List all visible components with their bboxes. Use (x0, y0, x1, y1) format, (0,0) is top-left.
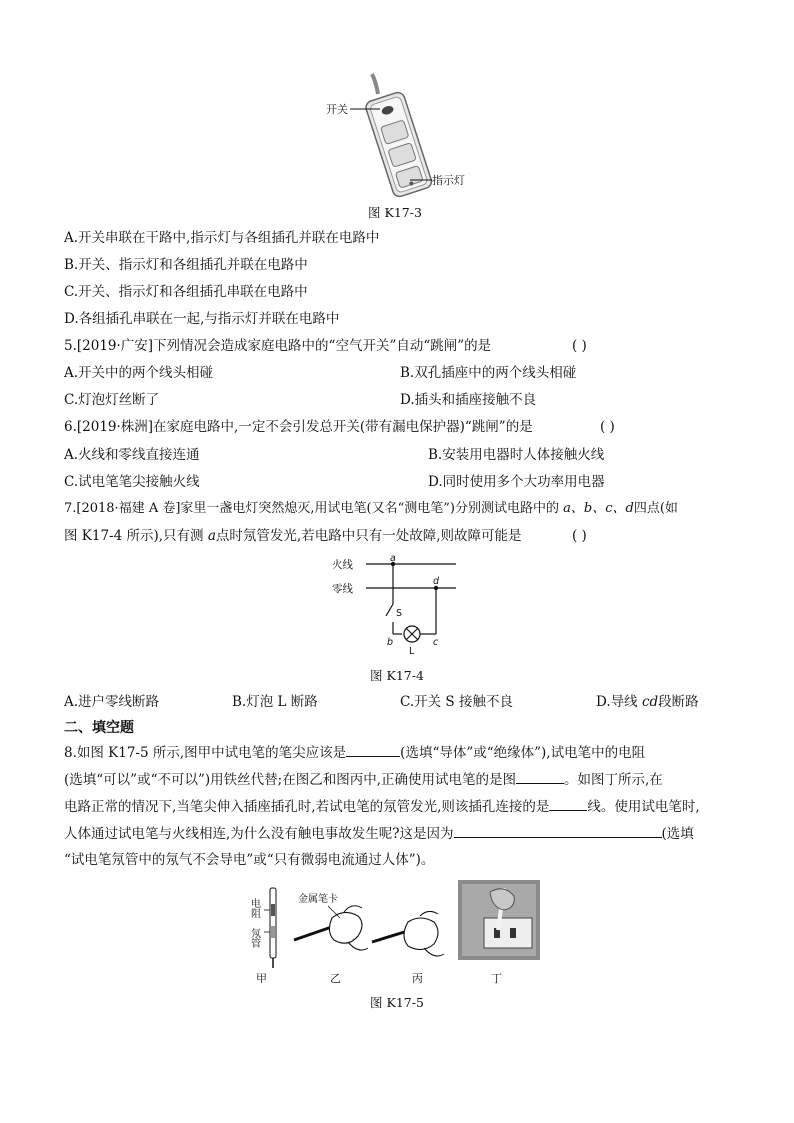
test-pen-figures (248, 878, 548, 990)
hand-holding-pen-yi (294, 892, 368, 950)
q7-line2-text-a: 图 K17-4 所示),只有测 (64, 528, 208, 544)
figure-k17-4-caption: 图 K17-4 (370, 668, 424, 683)
q4-option-a: A.开关串联在干路中,指示灯与各组插孔并联在电路中 (64, 230, 380, 246)
q8-line2 (64, 769, 663, 790)
q4-option-b: B.开关、指示灯和各组插孔并联在电路中 (64, 257, 308, 273)
label-neutral-wire: 零线 (332, 583, 353, 595)
q6-option-c: C.试电笔笔尖接触火线 (64, 474, 200, 490)
label-live-wire: 火线 (332, 559, 353, 571)
q5-option-b: B.双孔插座中的两个线头相碰 (400, 365, 577, 381)
q8-line4 (64, 823, 694, 844)
q8-l3-text-b: 线。使用试电笔时, (587, 799, 700, 815)
q7-option-c: C.开关 S 接触不良 (400, 694, 513, 710)
q8-l2-text-a: (选填“可以”或“不可以”)用铁丝代替;在图乙和图丙中,正确使用试电笔的是图 (64, 772, 516, 788)
q7-option-d-text-b: 段断路 (658, 694, 699, 710)
q4-option-c: C.开关、指示灯和各组插孔串联在电路中 (64, 284, 308, 300)
q8-blank-1 (346, 742, 400, 757)
lamp-l (404, 626, 420, 642)
q7-option-a: A.进户零线断路 (64, 694, 160, 710)
q8-line5: “试电笔氖管中的氖气不会导电”或“只有微弱电流通过人体”)。 (64, 852, 435, 868)
q7-line1-text-a: 7.[2018·福建 A 卷]家里一盏电灯突然熄灭,用试电笔(又名“测电笔”)分别测试电路中的 (64, 501, 564, 516)
label-indicator: 指示灯 (432, 174, 465, 187)
power-strip-image (320, 72, 480, 202)
q8-blank-4 (454, 823, 662, 838)
q5-stem: 5.[2019·广安]下列情况会造成家庭电路中的“空气开关”自动“跳闸”的是 (64, 338, 492, 354)
q8-l1-text-b: (选填“导体”或“绝缘体”),试电笔中的电阻 (400, 745, 646, 761)
q6-option-a: A.火线和零线直接连通 (64, 447, 200, 463)
q5-option-d: D.插头和插座接触不良 (400, 392, 537, 408)
q7-option-b: B.灯泡 L 断路 (232, 694, 318, 710)
q7-line2-point: a (207, 528, 216, 544)
q7-line1-points: a、b、c、d (563, 501, 634, 516)
q8-line3 (64, 796, 700, 817)
q7-option-d-text-a: D.导线 (596, 694, 642, 710)
q7-stem-line2 (64, 526, 522, 546)
q8-l4-text-a: 人体通过试电笔与火线相连,为什么没有触电事故发生呢?这是因为 (64, 826, 454, 842)
circuit-diagram (332, 552, 462, 662)
figure-k17-5-caption: 图 K17-5 (370, 995, 424, 1010)
q8-l3-text-a: 电路正常的情况下,当笔尖伸入插座插孔时,若试电笔的氖管发光,则该插孔连接的是 (64, 799, 550, 815)
q7-answer-paren: ( ) (572, 528, 587, 544)
photo-pen-in-socket (458, 880, 540, 960)
sub-label-jia: 甲 (256, 972, 267, 985)
q6-stem: 6.[2019·株洲]在家庭电路中,一定不会引发总开关(带有漏电保护器)“跳闸”的是 (64, 419, 533, 435)
q7-option-d-segment: cd (641, 694, 659, 710)
figure-k17-3 (320, 72, 480, 202)
q5-answer-paren: ( ) (572, 338, 587, 354)
label-resistor: 电阻 (248, 898, 260, 918)
label-neon-tube: 氖管 (248, 928, 260, 948)
q7-line1-text-b: 四点(如 (633, 501, 678, 516)
q8-line1 (64, 742, 645, 763)
q6-option-b: B.安装用电器时人体接触火线 (428, 447, 605, 463)
q7-line2-text-b: 点时氖管发光,若电路中只有一处故障,则故障可能是 (215, 528, 522, 544)
q5-option-a: A.开关中的两个线头相碰 (64, 365, 214, 381)
section-fill-in-heading: 二、填空题 (64, 720, 134, 736)
q6-answer-paren: ( ) (600, 419, 615, 435)
figure-k17-3-caption: 图 K17-3 (368, 205, 422, 220)
switch-s (386, 604, 393, 616)
q7-option-d (596, 692, 699, 712)
figure-k17-4 (332, 552, 462, 662)
test-pen-diagram (249, 888, 277, 968)
point-a: a (390, 553, 396, 564)
label-lamp-l: L (409, 646, 415, 657)
sub-label-yi: 乙 (330, 972, 341, 985)
q8-l1-text-a: 8.如图 K17-5 所示,图甲中试电笔的笔尖应该是 (64, 745, 347, 761)
figure-k17-5 (248, 878, 548, 990)
sub-label-ding: 丁 (491, 972, 502, 985)
label-switch-s: S (396, 608, 403, 619)
q8-l2-text-b: 。如图丁所示,在 (563, 772, 663, 788)
q4-option-d: D.各组插孔串联在一起,与指示灯并联在电路中 (64, 311, 340, 327)
q6-option-d: D.同时使用多个大功率用电器 (428, 474, 605, 490)
label-switch: 开关 (326, 103, 348, 116)
q5-option-c: C.灯泡灯丝断了 (64, 392, 160, 408)
point-d: d (433, 576, 440, 587)
point-c: c (433, 637, 439, 648)
q8-blank-2 (516, 769, 564, 784)
point-b: b (387, 637, 394, 648)
sub-label-bing: 丙 (412, 972, 423, 985)
q8-l4-text-b: (选填 (661, 826, 694, 842)
hand-holding-pen-bing (372, 911, 444, 956)
q7-stem-line1 (64, 499, 678, 519)
label-metal-clip: 金属笔卡 (298, 894, 338, 905)
q8-blank-3 (549, 796, 587, 811)
